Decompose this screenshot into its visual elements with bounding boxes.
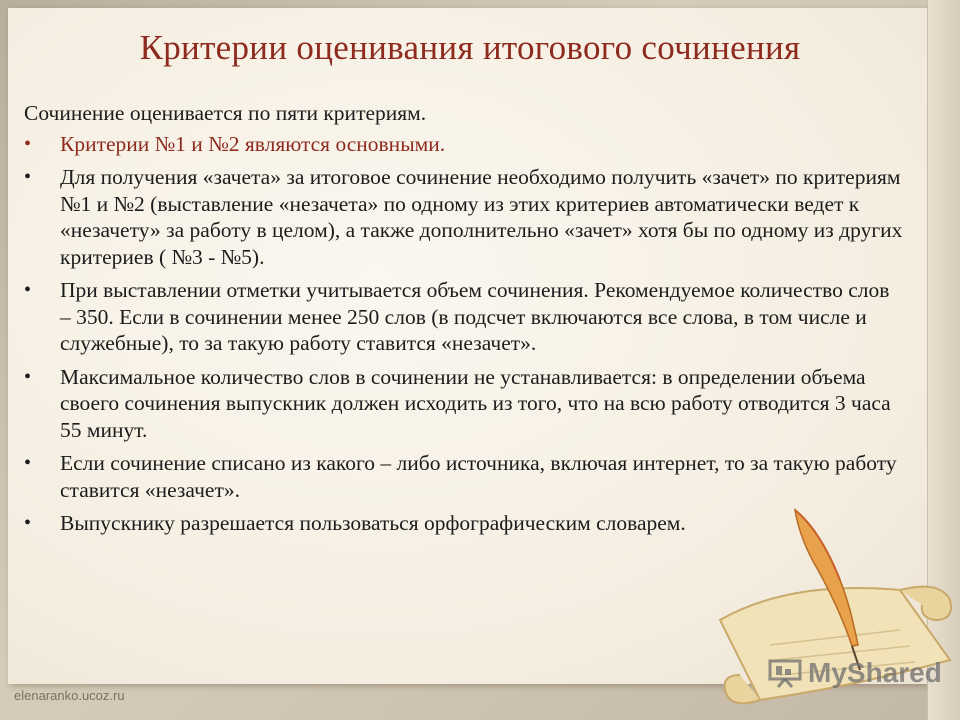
- watermark-text: MyShared: [808, 657, 942, 688]
- list-item-text: Выпускнику разрешается пользоваться орфографическим словарем.: [60, 511, 686, 535]
- bullet-icon: •: [24, 512, 32, 534]
- bullet-icon: •: [24, 279, 32, 301]
- slide-title: Критерии оценивания итогового сочинения: [139, 28, 801, 67]
- presentation-board-icon: [768, 658, 802, 688]
- watermark: [768, 656, 942, 690]
- list-item: [24, 164, 904, 270]
- list-item-text: Для получения «зачета» за итоговое сочинение необходимо получить «зачет» по критериям №1 и №2 (выставление «незачета» по одному из этих критериев автоматически ведет к «незачету» за работу в целом), а также дополнительно «зачет» хотя бы по одному из других критериев ( №3 - №5).: [60, 165, 903, 269]
- intro-text: Сочинение оценивается по пяти критериям.: [24, 101, 427, 125]
- slide-content: [24, 100, 904, 544]
- list-item: [24, 131, 904, 158]
- list-item: [24, 364, 904, 444]
- bullet-icon: •: [24, 452, 32, 474]
- list-item: [24, 450, 904, 503]
- criteria-list: [24, 131, 904, 537]
- footer-source: elenaranko.ucoz.ru: [14, 688, 125, 703]
- list-item-text: Если сочинение списано из какого – либо источника, включая интернет, то за такую работу ставится «незачет».: [60, 451, 897, 502]
- bullet-icon: •: [24, 132, 32, 155]
- bullet-icon: •: [24, 166, 32, 188]
- list-item-text: Максимальное количество слов в сочинении не устанавливается: в определении объема своего сочинения выпускник должен исходить из того, что на всю работу отводится 3 часа 55 минут.: [60, 364, 891, 442]
- list-item-text: При выставлении отметки учитывается объем сочинения. Рекомендуемое количество слов – 350. Если в сочинении менее 250 слов (в подсчет включаются все слова, в том числе и служебные), то за такую работу ставится «незачет».: [60, 278, 890, 355]
- list-item: [24, 510, 904, 537]
- bullet-icon: •: [24, 365, 32, 388]
- list-item: [24, 277, 904, 357]
- list-item-text: Критерии №1 и №2 являются основными.: [60, 131, 446, 156]
